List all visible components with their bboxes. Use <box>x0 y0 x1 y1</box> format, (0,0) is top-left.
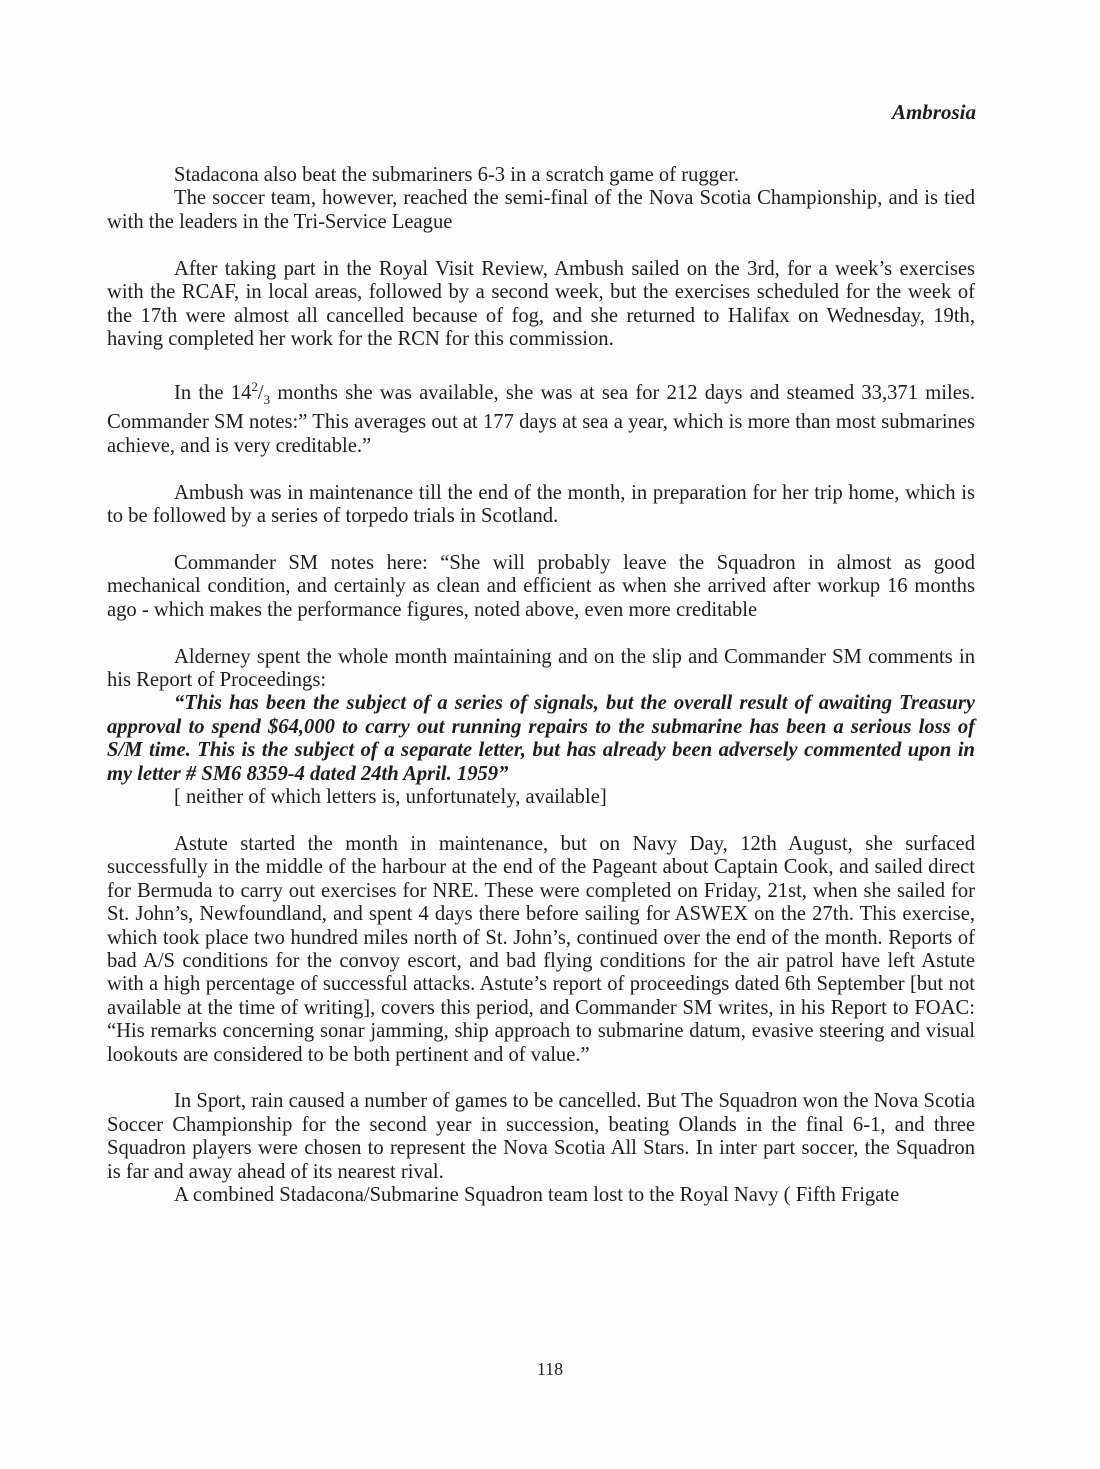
stats-text-end: months she was available, she was at sea for 212 days and steamed 33,371 miles. Commander SM notes:” This averages out at 177 days at sea a year, which is more than most submarines achieve, and is very creditable.” <box>107 381 975 457</box>
paragraph-gap <box>107 458 975 482</box>
paragraph-ambush-review: After taking part in the Royal Visit Review, Ambush sailed on the 3rd, for a week’s exercises with the RCAF, in local areas, followed by a second week, but the exercises scheduled for the week of the 17th were almost all cancelled because of fog, and she returned to Halifax on Wednesday, 19th, having completed her work for the RCN for this commission. <box>107 257 975 350</box>
editorial-note: [ neither of which letters is, unfortunately, available] <box>174 786 607 808</box>
fraction-slash: / <box>257 381 264 404</box>
paragraph-gap <box>107 1067 975 1091</box>
paragraph-rugger: Stadacona also beat the submariners 6-3 in a scratch game of rugger. <box>174 164 739 186</box>
running-header: Ambrosia <box>891 100 976 124</box>
paragraph-gap <box>107 234 975 258</box>
paragraph-gap <box>107 809 975 833</box>
block-quote: “This has been the subject of a series of signals, but the overall result of awaiting Treasury approval to spend $64,000 to carry out running repairs to the submarine has been a serious loss of S/M time. This is the subject of a separate letter, but has already been adversely commented upon in my letter # SM6 8359-4 dated 24th April. 1959” <box>107 692 975 785</box>
paragraph-gap <box>107 528 975 552</box>
paragraph-gap <box>107 351 975 375</box>
body-text <box>107 164 975 1208</box>
paragraph-astute: Astute started the month in maintenance, but on Navy Day, 12th August, she surfaced successfully in the middle of the harbour at the end of the Pageant about Captain Cook, and sailed direct for Bermuda to carry out exercises for NRE. These were completed on Friday, 21st, when she sailed for St. John’s, Newfoundland, and spent 4 days there before sailing for ASWEX on the 27th. This exercise, which took place two hundred miles north of St. John’s, continued over the end of the month. Reports of bad A/S conditions for the convoy escort, and bad flying conditions for the air patrol have left Astute with a high percentage of successful attacks. Astute’s report of proceedings dated 6th September [but not available at the time of writing], covers this period, and Commander SM writes, in his Report to FOAC: “His remarks concerning sonar jamming, ship approach to submarine datum, evasive steering and visual lookouts are considered to be both pertinent and of value.” <box>107 832 975 1066</box>
paragraph-commander-notes: Commander SM notes here: “She will probably leave the Squadron in almost as good mechanical condition, and certainly as clean and efficient as when she arrived after workup 16 months ago - which makes the performance figures, noted above, even more creditable <box>107 551 975 621</box>
paragraph-gap <box>107 622 975 646</box>
fraction-denominator: 3 <box>263 391 271 407</box>
paragraph-combined-team: A combined Stadacona/Submarine Squadron team lost to the Royal Navy ( Fifth Frigate <box>174 1184 900 1207</box>
fraction-numerator: 2 <box>251 378 258 394</box>
page-number: 118 <box>536 1359 564 1379</box>
paragraph-ambush-stats <box>107 375 975 458</box>
paragraph-soccer: The soccer team, however, reached the semi-final of the Nova Scotia Championship, and is tied with the leaders in the Tri-Service League <box>107 187 975 233</box>
paragraph-alderney: Alderney spent the whole month maintaining and on the slip and Commander SM comments in his Report of Proceedings: <box>107 645 975 691</box>
paragraph-ambush-maintenance: Ambush was in maintenance till the end of the month, in preparation for her trip home, which is to be followed by a series of torpedo trials in Scotland. <box>107 481 975 527</box>
stats-text-start: In the 14 <box>174 381 252 404</box>
paragraph-sport: In Sport, rain caused a number of games to be cancelled. But The Squadron won the Nova Scotia Soccer Championship for the second year in succession, beating Olands in the final 6-1, and three Squadron players were chosen to represent the Nova Scotia All Stars. In inter part soccer, the Squadron is far and away ahead of its nearest rival. <box>107 1090 975 1183</box>
